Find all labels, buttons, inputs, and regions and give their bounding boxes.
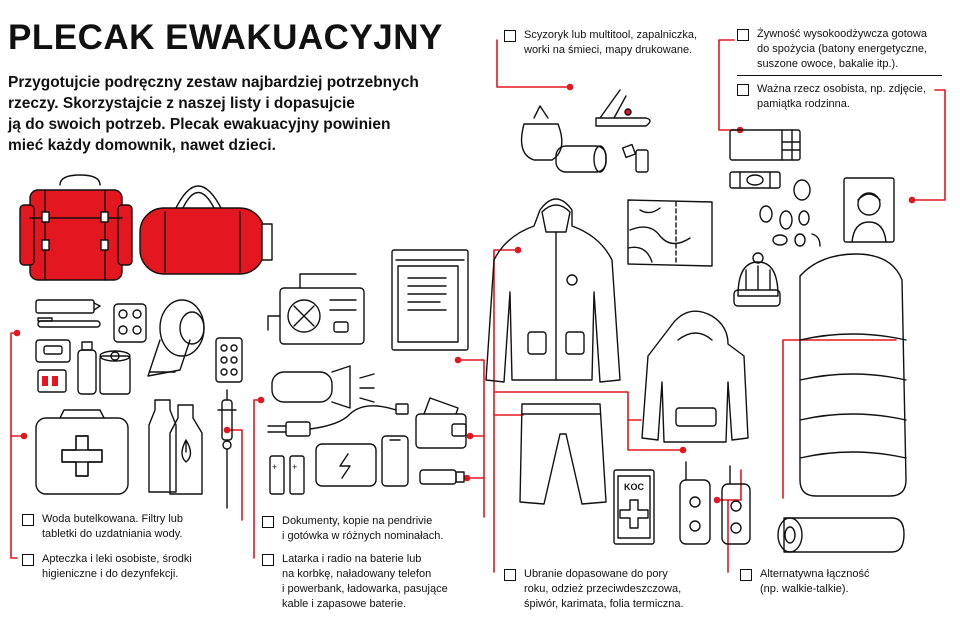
photo-icon bbox=[844, 178, 894, 242]
checkbox[interactable] bbox=[22, 514, 34, 526]
trash-bag-icon bbox=[522, 106, 562, 160]
checkbox[interactable] bbox=[262, 554, 274, 566]
checkbox[interactable] bbox=[737, 84, 749, 96]
checklist-item-power[interactable]: Latarka i radio na baterie lub na korbkę, naładowany telefon i powerbank, ładowarka, pasujące kable i zapasowe baterie. bbox=[262, 552, 448, 612]
rain-jacket-icon bbox=[486, 199, 620, 382]
checkbox[interactable] bbox=[262, 516, 274, 528]
svg-text:+: + bbox=[292, 462, 298, 472]
radio-icon bbox=[268, 274, 364, 344]
pills-card-icon bbox=[216, 338, 242, 382]
bandage-icon bbox=[148, 300, 204, 376]
flashlight-icon bbox=[272, 366, 374, 408]
beanie-icon bbox=[734, 253, 780, 306]
pill-blister-icon bbox=[114, 304, 146, 342]
toothbrush-icon bbox=[38, 318, 100, 327]
checkbox[interactable] bbox=[737, 29, 749, 41]
checklist-item-comms[interactable]: Alternatywna łączność (np. walkie-talkie). bbox=[740, 567, 869, 597]
divider bbox=[737, 75, 942, 76]
document-sleeve-icon bbox=[392, 250, 468, 350]
chocolate-bar-icon bbox=[730, 130, 800, 160]
checklist-item-water[interactable]: Woda butelkowana. Filtry lub tabletki do uzdatniania wody. bbox=[22, 512, 183, 542]
tape-roll-icon bbox=[556, 146, 606, 172]
lighter-icon bbox=[623, 145, 648, 172]
duffel-bag-icon bbox=[140, 186, 272, 274]
page-title: PLECAK EWAKUACYJNY bbox=[8, 18, 443, 57]
charger-cable-icon bbox=[268, 404, 408, 436]
batteries-icon bbox=[270, 456, 304, 494]
phone-icon bbox=[382, 436, 408, 486]
foil-label: KOC bbox=[624, 482, 644, 492]
checkbox[interactable] bbox=[22, 554, 34, 566]
checkbox[interactable] bbox=[504, 569, 516, 581]
water-bottles-icon bbox=[149, 400, 202, 494]
powerbank-icon bbox=[316, 444, 376, 486]
checklist-item-documents[interactable]: Dokumenty, kopie na pendrivie i gotówka w różnych nominałach. bbox=[262, 514, 443, 544]
sleeping-mat-icon bbox=[778, 518, 904, 552]
multitool-icon bbox=[596, 90, 650, 126]
toothpaste-icon bbox=[36, 300, 100, 313]
checklist-item-food[interactable]: Żywność wysokoodżywcza gotowa do spożycia (batony energetyczne, suszone owoce, bakalie itp.). bbox=[737, 27, 927, 72]
checkbox[interactable] bbox=[740, 569, 752, 581]
checklist-item-tools[interactable]: Scyzoryk lub multitool, zapalniczka, worki na śmieci, mapy drukowane. bbox=[504, 28, 697, 58]
water-filter-icon bbox=[218, 390, 236, 508]
checkbox[interactable] bbox=[504, 30, 516, 42]
soap-icon bbox=[38, 370, 66, 392]
checklist-item-clothes[interactable]: Ubranie dopasowane do pory roku, odzież przeciwdeszczowa, śpiwór, karimata, folia termiczna. bbox=[504, 567, 684, 612]
nuts-icon bbox=[760, 180, 820, 246]
map-icon bbox=[628, 200, 712, 266]
wipes-icon bbox=[36, 340, 70, 362]
spray-bottle-icon bbox=[78, 342, 96, 394]
intro-line: rzeczy. Skorzystajcie z naszej listy i dopasujcie bbox=[8, 95, 355, 112]
intro-line: mieć każdy domownik, nawet dzieci. bbox=[8, 137, 276, 154]
intro-line: Przygotujcie podręczny zestaw najbardziej potrzebnych bbox=[8, 74, 419, 91]
wallet-icon bbox=[416, 398, 466, 448]
energy-bar-icon bbox=[730, 172, 780, 188]
toilet-paper-icon bbox=[100, 351, 130, 394]
sleeping-bag-icon bbox=[800, 254, 906, 496]
svg-text:+: + bbox=[272, 462, 278, 472]
walkie-talkie-icon bbox=[680, 462, 750, 544]
hoodie-icon bbox=[642, 311, 748, 442]
checklist-item-memento[interactable]: Ważna rzecz osobista, np. zdjęcie, pamiątka rodzinna. bbox=[737, 82, 926, 112]
pendrive-icon bbox=[420, 470, 464, 484]
intro-line: ją do swoich potrzeb. Plecak ewakuacyjny powinien bbox=[8, 116, 391, 133]
first-aid-kit-icon bbox=[36, 410, 128, 494]
pants-icon bbox=[520, 404, 606, 504]
checklist-item-pharmacy[interactable]: Apteczka i leki osobiste, środki higieniczne i do dezynfekcji. bbox=[22, 552, 192, 582]
backpack-icon bbox=[20, 175, 132, 280]
